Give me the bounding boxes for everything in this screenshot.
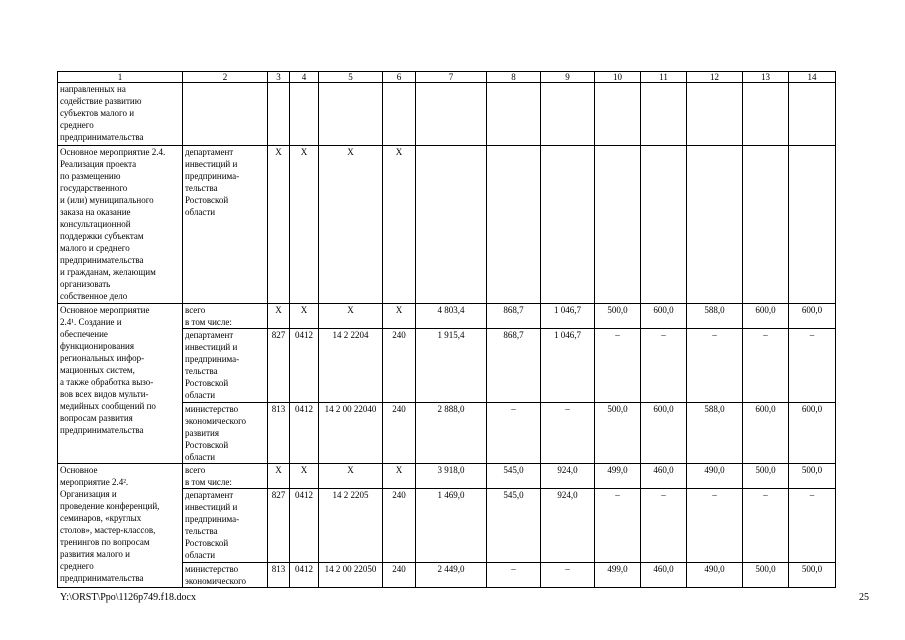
cell-col-7: 2 449,0	[416, 563, 487, 588]
cell-col-2	[183, 83, 268, 146]
column-header-3: 3	[268, 72, 290, 83]
cell-col-8: –	[487, 403, 541, 464]
cell-col-2: департамент инвестиций и предпринима- тельства Ростовской области	[183, 146, 268, 304]
measure-title-cell: Основное мероприятие 2.4². Организация и проведение конференций, семинаров, «круглых столов», мастер-классов, тренингов по вопросам развития малого и среднего предпринимательства	[58, 464, 183, 588]
cell-col-12: 588,0	[687, 403, 743, 464]
cell-col-12: –	[687, 329, 743, 403]
cell-col-8: –	[487, 563, 541, 588]
cell-col-9	[541, 146, 595, 304]
cell-col-11: 460,0	[641, 563, 687, 588]
cell-col-12: 490,0	[687, 563, 743, 588]
column-header-2: 2	[183, 72, 268, 83]
page-number: 25	[859, 592, 869, 603]
cell-col-14: 500,0	[789, 464, 836, 489]
cell-col-14: –	[789, 329, 836, 403]
cell-col-10	[595, 83, 641, 146]
cell-col-4: 0412	[290, 489, 319, 563]
cell-col-11	[641, 83, 687, 146]
cell-col-5	[319, 83, 383, 146]
cell-col-6: Х	[383, 146, 416, 304]
cell-col-7	[416, 83, 487, 146]
cell-col-5: 14 2 00 22050	[319, 563, 383, 588]
cell-col-9: –	[541, 403, 595, 464]
cell-col-7: 4 803,4	[416, 304, 487, 329]
table-row	[58, 464, 836, 489]
column-header-9: 9	[541, 72, 595, 83]
budget-table	[57, 71, 836, 588]
cell-col-9: 1 046,7	[541, 329, 595, 403]
cell-col-6: 240	[383, 403, 416, 464]
cell-col-6: 240	[383, 489, 416, 563]
cell-col-12	[687, 146, 743, 304]
cell-col-14	[789, 146, 836, 304]
cell-col-6: 240	[383, 563, 416, 588]
cell-col-13	[743, 83, 789, 146]
cell-col-6: Х	[383, 464, 416, 489]
cell-col-3: Х	[268, 146, 290, 304]
file-path: Y:\ORST\Ppo\1126p749.f18.docx	[60, 592, 196, 603]
cell-col-9: 1 046,7	[541, 304, 595, 329]
cell-col-13: –	[743, 489, 789, 563]
cell-col-8: 545,0	[487, 464, 541, 489]
cell-col-10: 500,0	[595, 403, 641, 464]
column-header-12: 12	[687, 72, 743, 83]
cell-col-9: –	[541, 563, 595, 588]
cell-col-5: 14 2 00 22040	[319, 403, 383, 464]
column-header-11: 11	[641, 72, 687, 83]
cell-col-13	[743, 146, 789, 304]
cell-col-10: –	[595, 489, 641, 563]
cell-col-1: направленных на содействие развитию субъектов малого и среднего предпринимательства	[58, 83, 183, 146]
column-header-7: 7	[416, 72, 487, 83]
cell-col-11: –	[641, 489, 687, 563]
cell-col-10: 500,0	[595, 304, 641, 329]
table-row	[58, 146, 836, 304]
cell-col-9: 924,0	[541, 489, 595, 563]
cell-col-11: –	[641, 329, 687, 403]
cell-col-2: министерство экономического	[183, 563, 268, 588]
cell-col-13: 600,0	[743, 403, 789, 464]
cell-col-6	[383, 83, 416, 146]
column-header-5: 5	[319, 72, 383, 83]
table-row	[58, 83, 836, 146]
cell-col-10: 499,0	[595, 464, 641, 489]
cell-col-8: 868,7	[487, 304, 541, 329]
cell-col-3: 813	[268, 403, 290, 464]
cell-col-14: 500,0	[789, 563, 836, 588]
cell-col-1: Основное мероприятие 2.4. Реализация проекта по размещению государственного и (или) муниципального заказа на оказание консультационной поддержки субъектам малого и среднего предпринимательства и гражданам, желающим организовать собственное дело	[58, 146, 183, 304]
cell-col-14	[789, 83, 836, 146]
cell-col-2: всего в том числе:	[183, 304, 268, 329]
column-header-1: 1	[58, 72, 183, 83]
cell-col-4	[290, 83, 319, 146]
cell-col-5: Х	[319, 464, 383, 489]
cell-col-12	[687, 83, 743, 146]
cell-col-11: 460,0	[641, 464, 687, 489]
cell-col-12: –	[687, 489, 743, 563]
cell-col-12: 490,0	[687, 464, 743, 489]
column-header-6: 6	[383, 72, 416, 83]
cell-col-5: 14 2 2204	[319, 329, 383, 403]
cell-col-4: Х	[290, 464, 319, 489]
cell-col-7: 1 915,4	[416, 329, 487, 403]
cell-col-10	[595, 146, 641, 304]
cell-col-8: 868,7	[487, 329, 541, 403]
cell-col-14: 600,0	[789, 304, 836, 329]
cell-col-5: Х	[319, 146, 383, 304]
cell-col-8: 545,0	[487, 489, 541, 563]
cell-col-2: министерство экономического развития Ростовской области	[183, 403, 268, 464]
cell-col-4: 0412	[290, 403, 319, 464]
cell-col-2: всего в том числе:	[183, 464, 268, 489]
cell-col-14: 600,0	[789, 403, 836, 464]
cell-col-4: 0412	[290, 563, 319, 588]
cell-col-10: 499,0	[595, 563, 641, 588]
cell-col-3: 813	[268, 563, 290, 588]
cell-col-12: 588,0	[687, 304, 743, 329]
cell-col-7: 3 918,0	[416, 464, 487, 489]
cell-col-7: 2 888,0	[416, 403, 487, 464]
cell-col-3: 827	[268, 489, 290, 563]
header-row	[58, 72, 836, 83]
cell-col-14: –	[789, 489, 836, 563]
column-header-14: 14	[789, 72, 836, 83]
cell-col-2: департамент инвестиций и предпринима- тельства Ростовской области	[183, 489, 268, 563]
cell-col-4: Х	[290, 304, 319, 329]
cell-col-7	[416, 146, 487, 304]
cell-col-11	[641, 146, 687, 304]
cell-col-3: 827	[268, 329, 290, 403]
cell-col-10: –	[595, 329, 641, 403]
cell-col-4: Х	[290, 146, 319, 304]
column-header-8: 8	[487, 72, 541, 83]
measure-title-cell: Основное мероприятие 2.4¹. Создание и обеспечение функционирования региональных инфор- мационных систем, а также обработка вызо- вов всех видов мульти- медийных сообщений по вопросам развития предпринимательства	[58, 304, 183, 464]
cell-col-2: департамент инвестиций и предпринима- тельства Ростовской области	[183, 329, 268, 403]
cell-col-8	[487, 146, 541, 304]
column-header-10: 10	[595, 72, 641, 83]
cell-col-4: 0412	[290, 329, 319, 403]
cell-col-11: 600,0	[641, 403, 687, 464]
cell-col-3: Х	[268, 464, 290, 489]
cell-col-11: 600,0	[641, 304, 687, 329]
cell-col-13: 500,0	[743, 464, 789, 489]
cell-col-9: 924,0	[541, 464, 595, 489]
cell-col-5: 14 2 2205	[319, 489, 383, 563]
column-header-4: 4	[290, 72, 319, 83]
cell-col-5: Х	[319, 304, 383, 329]
cell-col-13: –	[743, 329, 789, 403]
cell-col-9	[541, 83, 595, 146]
cell-col-13: 600,0	[743, 304, 789, 329]
cell-col-3: Х	[268, 304, 290, 329]
cell-col-3	[268, 83, 290, 146]
cell-col-8	[487, 83, 541, 146]
cell-col-7: 1 469,0	[416, 489, 487, 563]
cell-col-6: Х	[383, 304, 416, 329]
column-header-13: 13	[743, 72, 789, 83]
cell-col-13: 500,0	[743, 563, 789, 588]
table-row	[58, 304, 836, 329]
cell-col-6: 240	[383, 329, 416, 403]
